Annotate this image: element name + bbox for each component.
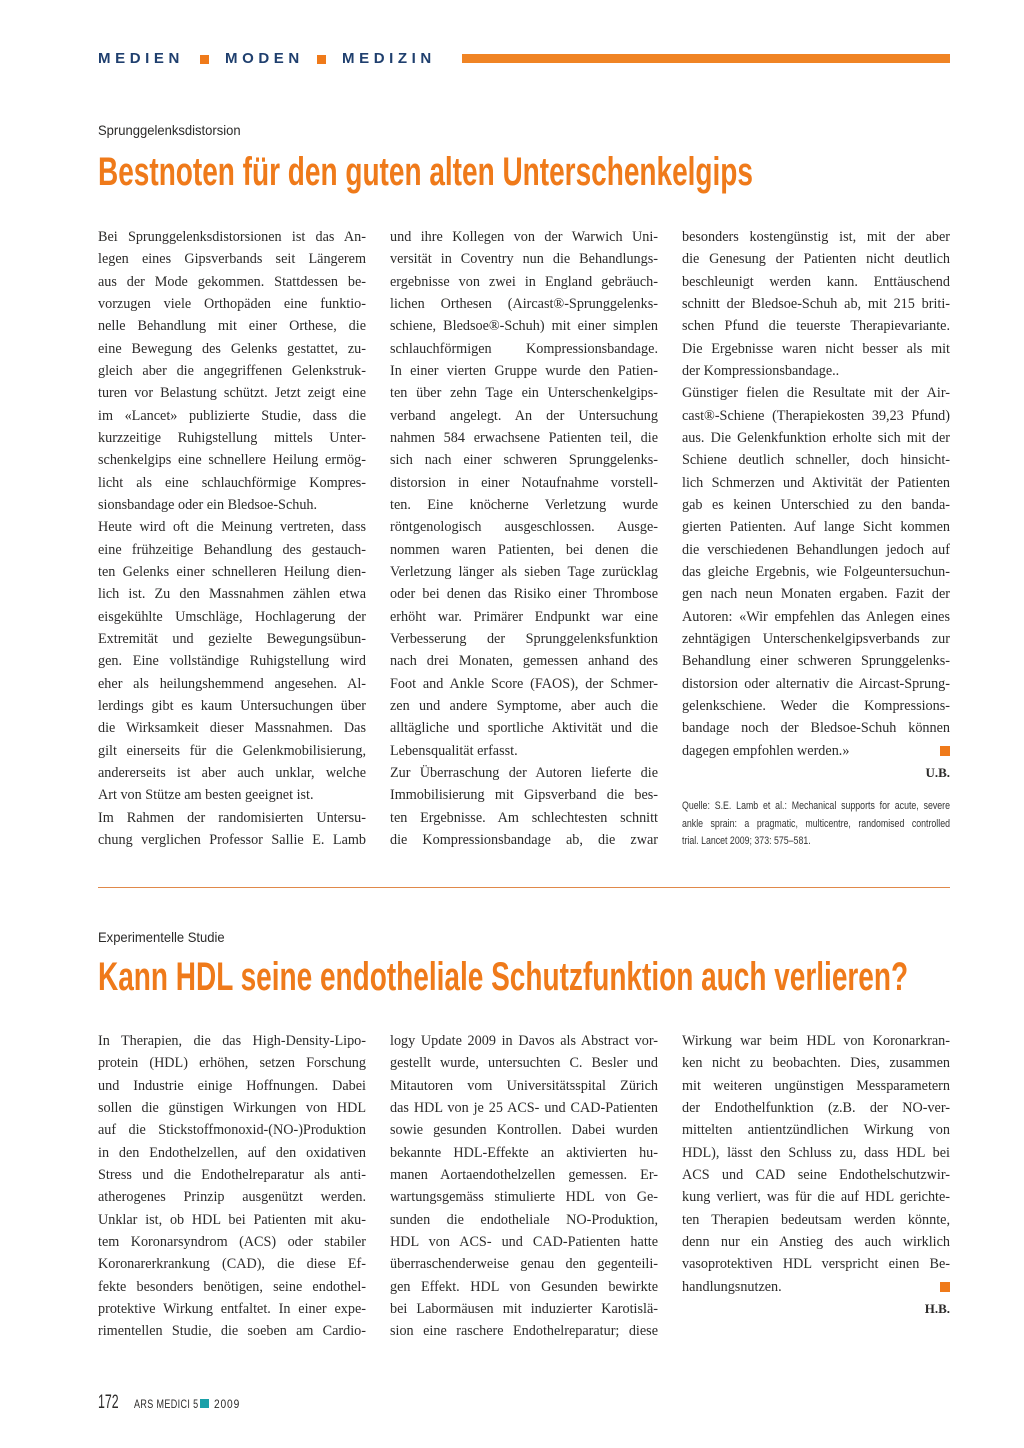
text-line <box>390 695 658 717</box>
line-text: protein (HDL) erhöhen, setzen Forschung <box>98 1055 366 1072</box>
square-bullet-icon <box>200 1399 209 1408</box>
line-text: logy Update 2009 in Davos als Abstract vor- <box>390 1033 658 1049</box>
line-text: gen. Eine vollständige Ruhigstellung wird <box>98 653 366 670</box>
line-text: legen eines Gipsverbands seit Längerem <box>98 251 366 268</box>
text-line <box>682 248 950 270</box>
article-divider <box>98 887 950 888</box>
line-text: Unklar ist, ob HDL bei Patienten mit aku- <box>98 1211 366 1228</box>
text-line <box>682 449 950 471</box>
text-line <box>390 1298 658 1320</box>
text-line <box>98 1209 366 1231</box>
line-text: zehntägigen Unterschenkelgipsverbands zur <box>682 630 950 647</box>
line-text: Schiene deutlich schneller, doch hinsicht- <box>682 452 950 469</box>
line-text: manen Aortaendothelzellen gemessen. Er- <box>390 1166 658 1183</box>
line-text: cast®-Schiene (Therapiekosten 39,23 Pfund) <box>682 407 950 424</box>
line-text: Günstiger fielen die Resultate mit der Air- <box>682 385 950 402</box>
line-text: mittelten antientzündlichen Wirkung von <box>682 1122 950 1139</box>
text-line <box>98 382 366 404</box>
text-line <box>390 1231 658 1253</box>
text-line <box>390 516 658 538</box>
line-text: röntgenologisch ausgeschlossen. Ausge- <box>390 519 658 536</box>
text-column <box>390 226 658 851</box>
text-line <box>98 1030 366 1052</box>
text-line <box>98 338 366 360</box>
line-text: ten Gelenks einer schnelleren Heilung dien- <box>98 563 366 580</box>
text-line <box>390 784 658 806</box>
line-text: schnitt der Bledsoe-Schuh ab, mit 215 briti- <box>682 295 950 312</box>
text-line <box>390 1075 658 1097</box>
text-line <box>390 271 658 293</box>
text-line <box>98 449 366 471</box>
text-line <box>390 449 658 471</box>
line-text: sich nach einer schweren Sprunggelenks- <box>390 452 658 469</box>
text-line <box>98 1186 366 1208</box>
text-line <box>390 807 658 829</box>
line-text: licht als eine schlauchförmige Kompres- <box>98 474 366 491</box>
end-mark-icon <box>940 746 950 756</box>
text-line <box>682 1052 950 1074</box>
text-line <box>390 1119 658 1141</box>
line-text: gestellt wurde, untersuchten C. Besler und <box>390 1055 658 1072</box>
end-mark-icon <box>940 1282 950 1292</box>
text-line <box>682 427 950 449</box>
text-line <box>390 717 658 739</box>
text-line <box>98 650 366 672</box>
text-line <box>390 829 658 851</box>
text-line <box>390 561 658 583</box>
line-text: ergebnisse von zwei in England gebräuch- <box>390 273 658 290</box>
text-line <box>98 271 366 293</box>
line-text: ten über zehn Tage ein Unterschenkelgips- <box>390 385 658 402</box>
text-line <box>98 673 366 695</box>
text-line <box>390 1097 658 1119</box>
text-line <box>98 695 366 717</box>
text-line <box>682 1276 950 1298</box>
line-text: gilt einerseits für die Gelenkmobilisierung, <box>98 742 366 759</box>
line-text: schen Pfund die teuerste Therapievariante. <box>682 318 950 335</box>
line-text: In Therapien, die das High-Density-Lipo- <box>98 1033 366 1049</box>
text-line <box>98 248 366 270</box>
text-line <box>98 628 366 650</box>
text-line <box>98 1320 366 1342</box>
line-text: andererseits ist aber auch unklar, welche <box>98 764 366 781</box>
square-bullet-icon <box>317 55 326 64</box>
line-text: eine frühzeitige Behandlung des gestauch- <box>98 541 366 558</box>
text-column <box>390 1030 658 1343</box>
text-line <box>98 1164 366 1186</box>
line-text: handlungsnutzen. <box>682 1278 782 1295</box>
text-line <box>98 1298 366 1320</box>
citation-line: trial. Lancet 2009; 373: 575–581. <box>682 835 811 848</box>
text-line <box>682 271 950 293</box>
line-text: vasoprotektiven HDL verspricht einen Be- <box>682 1256 950 1273</box>
line-text: aus der Mode gekommen. Stattdessen be- <box>98 273 366 290</box>
text-line <box>98 226 366 248</box>
line-text: atherogenes Prinzip ausgenützt werden. <box>98 1189 366 1206</box>
text-line <box>98 829 366 851</box>
text-line <box>682 338 950 360</box>
line-text: HDL), lässt den Schluss zu, dass HDL bei <box>682 1144 950 1161</box>
line-text: oder bei denen das Risiko einer Thrombose <box>390 586 658 603</box>
text-line <box>682 1253 950 1275</box>
line-text: gierten Patienten. Auf lange Sicht kommen <box>682 519 950 536</box>
text-line <box>390 606 658 628</box>
line-text: HDL von ACS- und CAD-Patienten hatte <box>390 1233 658 1250</box>
line-text: schiene, Bledsoe®-Schuh) mit einer simplen <box>390 318 658 335</box>
line-text: zen und andere Symptome, aber auch die <box>390 697 658 714</box>
text-line <box>682 293 950 315</box>
line-text: nahmen 584 erwachsene Patienten teil, die <box>390 429 658 446</box>
journal-name: ARS MEDICI 5 <box>134 1397 199 1411</box>
text-line <box>390 650 658 672</box>
line-text: und ihre Kollegen von der Warwich Uni- <box>390 229 658 245</box>
line-text: kurzzeitige Ruhigstellung mittels Unter- <box>98 429 366 446</box>
text-line <box>682 226 950 248</box>
text-line <box>390 740 658 762</box>
text-line <box>98 1119 366 1141</box>
line-text: die verschiedenen Behandlungen jedoch auf <box>682 541 950 558</box>
text-line <box>682 360 950 382</box>
text-line <box>682 650 950 672</box>
line-text: gen Effekt. HDL von Gesunden bewirkte <box>390 1278 658 1295</box>
line-text: verband angelegt. An der Untersuchung <box>390 407 658 424</box>
line-text: kung verliert, was für die auf HDL gerichte- <box>682 1189 950 1206</box>
text-line <box>390 1030 658 1052</box>
line-text: und Industrie einige Hoffnungen. Dabei <box>98 1077 366 1094</box>
line-text: Mitautoren vom Universitätsspital Zürich <box>390 1077 658 1094</box>
square-bullet-icon <box>200 55 209 64</box>
text-line <box>98 516 366 538</box>
line-text: lich ist. Zu den Massnahmen zählen etwa <box>98 586 366 603</box>
line-text: Behandlung einer schweren Sprunggelenks- <box>682 653 950 670</box>
line-text: Koronarerkrankung (CAD), die diese Ef- <box>98 1256 366 1273</box>
article-title: Kann HDL seine endotheliale Schutzfunktion auch verlieren? <box>98 955 909 999</box>
header-accent-bar <box>462 54 950 63</box>
header-section-medizin: MEDIZIN <box>342 50 436 67</box>
text-line <box>390 1186 658 1208</box>
line-text: lichen Orthesen (Aircast®-Sprunggelenks- <box>390 295 658 312</box>
line-text: erhöht war. Primärer Endpunkt war eine <box>390 608 658 625</box>
text-line <box>682 315 950 337</box>
text-line <box>682 382 950 404</box>
article-title: Bestnoten für den guten alten Unterschenkelgips <box>98 150 753 194</box>
line-text: im «Lancet» publizierte Studie, dass die <box>98 407 366 424</box>
line-text: in den Endothelzellen, auf den oxidativen <box>98 1144 366 1161</box>
text-line <box>682 472 950 494</box>
line-text: sowie gesunden Kontrollen. Dabei wurden <box>390 1122 658 1139</box>
line-text: die Wirksamkeit dieser Massnahmen. Das <box>98 720 366 737</box>
text-line <box>682 1142 950 1164</box>
text-line <box>98 717 366 739</box>
text-line <box>682 673 950 695</box>
text-line <box>682 1164 950 1186</box>
text-line <box>682 1075 950 1097</box>
article-kicker: Experimentelle Studie <box>98 929 225 945</box>
line-text: bekannte HDL-Effekte an aktivierten hu- <box>390 1144 658 1161</box>
line-text: distorsion in einer Notaufnahme vorstell- <box>390 474 658 491</box>
line-text: gen nach neun Monaten ergaben. Fazit der <box>682 586 950 603</box>
text-line <box>390 315 658 337</box>
text-line <box>98 539 366 561</box>
line-text: rimentellen Studie, die soeben am Cardio- <box>98 1323 366 1340</box>
line-text: überraschenderweise genau den gegenteili- <box>390 1256 658 1273</box>
text-line <box>98 494 366 516</box>
line-text: sunden die endotheliale NO-Produktion, <box>390 1211 658 1228</box>
text-line <box>390 673 658 695</box>
text-line <box>98 1253 366 1275</box>
line-text: auf die Stickstoffmonoxid-(NO-)Produktion <box>98 1122 366 1139</box>
text-line <box>98 606 366 628</box>
text-column <box>682 1030 950 1320</box>
line-text: besonders kostengünstig ist, mit der aber <box>682 229 950 245</box>
text-line <box>98 740 366 762</box>
text-line <box>98 315 366 337</box>
text-line <box>682 1030 950 1052</box>
text-line <box>390 248 658 270</box>
line-text: bei Labormäusen mit induzierter Karotislä- <box>390 1300 658 1317</box>
line-text: Verbesserung der Sprunggelenksfunktion <box>390 630 658 647</box>
line-text: mit weiteren ungünstigen Messparametern <box>682 1077 950 1094</box>
text-line <box>390 226 658 248</box>
header-section-medien: MEDIEN <box>98 50 184 67</box>
text-line <box>98 293 366 315</box>
line-text: ten Therapien bedeutsam werden könnte, <box>682 1211 950 1228</box>
text-line <box>390 1276 658 1298</box>
line-text: Heute wird oft die Meinung vertreten, dass <box>98 519 366 536</box>
line-text: versität in Coventry nun die Behandlungs- <box>390 251 658 268</box>
line-text: vorzugen viele Orthopäden eine funktio- <box>98 295 366 312</box>
line-text: gelenkschiene. Weder die Kompressions- <box>682 697 950 714</box>
line-text: Autoren: «Wir empfehlen das Anlegen eines <box>682 608 950 625</box>
text-line <box>682 717 950 739</box>
text-line <box>390 338 658 360</box>
line-text: denn nur ein Anstieg des auch wirklich <box>682 1233 950 1250</box>
text-line <box>98 1142 366 1164</box>
line-text: schlauchförmigen Kompressionsbandage. <box>390 340 658 357</box>
line-text: ken nicht zu beobachten. Dies, zusammen <box>682 1055 950 1072</box>
line-text: beschleunigt werden kann. Enttäuschend <box>682 273 950 290</box>
source-citation <box>682 798 950 851</box>
text-line <box>98 561 366 583</box>
line-text: sion eine raschere Endothelreparatur; diese <box>390 1323 658 1340</box>
text-line <box>390 1320 658 1342</box>
text-line <box>98 472 366 494</box>
text-line <box>682 1119 950 1141</box>
line-text: schenkelgips eine schnellere Heilung ermög- <box>98 452 366 469</box>
text-line <box>682 1186 950 1208</box>
issue-year: 2009 <box>214 1397 241 1411</box>
text-line <box>390 539 658 561</box>
text-line <box>682 1231 950 1253</box>
text-line <box>682 561 950 583</box>
text-line <box>390 360 658 382</box>
text-line <box>682 1209 950 1231</box>
line-text: das HDL von je 25 ACS- und CAD-Patienten <box>390 1099 658 1116</box>
line-text: Zur Überraschung der Autoren lieferte die <box>390 764 658 781</box>
text-line <box>390 1253 658 1275</box>
text-line <box>682 494 950 516</box>
line-text: fekte besonders benötigen, seine endothel- <box>98 1278 366 1295</box>
text-column <box>98 1030 366 1343</box>
text-line <box>682 606 950 628</box>
line-text: Foot and Ankle Score (FAOS), der Schmer- <box>390 675 658 692</box>
text-line <box>682 405 950 427</box>
line-text: turen vor Belastung schützt. Jetzt zeigt eine <box>98 385 366 402</box>
text-line <box>682 628 950 650</box>
text-line <box>390 1164 658 1186</box>
citation-line: Quelle: S.E. Lamb et al.: Mechanical supports for acute, severe <box>682 800 950 813</box>
text-line <box>390 628 658 650</box>
text-line <box>390 1142 658 1164</box>
text-line <box>390 472 658 494</box>
line-text: gleich aber die angegriffenen Gelenkstruk- <box>98 362 366 379</box>
text-line <box>682 740 950 762</box>
text-line <box>682 1097 950 1119</box>
text-line <box>682 539 950 561</box>
line-text: ten. Eine knöcherne Verletzung wurde <box>390 496 658 513</box>
line-text: nelle Behandlung mit einer Orthese, die <box>98 318 366 335</box>
line-text: nommen waren Patienten, bei denen die <box>390 541 658 558</box>
page-number: 172 <box>98 1392 119 1413</box>
line-text: der Kompressionsbandage.. <box>682 362 840 379</box>
text-line <box>390 583 658 605</box>
line-text: Verletzung länger als sieben Tage zurücklag <box>390 563 658 580</box>
line-text: nach drei Monaten, gemessen anhand des <box>390 653 658 670</box>
line-text: Stress und die Endothelreparatur als anti- <box>98 1166 366 1183</box>
line-text: dagegen empfohlen werden.» <box>682 742 850 759</box>
line-text: eisgekühlte Umschläge, Hochlagerung der <box>98 608 366 625</box>
line-text: aus. Die Gelenkfunktion erholte sich mit der <box>682 429 950 446</box>
text-line <box>390 762 658 784</box>
line-text: Art von Stütze am besten geeignet ist. <box>98 787 314 804</box>
text-line <box>98 762 366 784</box>
line-text: distorsion oder alternativ die Aircast-Sprung- <box>682 675 950 692</box>
text-line <box>98 583 366 605</box>
line-text: Immobilisierung mit Gipsverband die bes- <box>390 787 658 804</box>
text-line <box>98 807 366 829</box>
line-text: Die Ergebnisse waren nicht besser als mit <box>682 340 950 357</box>
line-text: chung verglichen Professor Sallie E. Lamb <box>98 831 366 848</box>
line-text: Lebensqualität erfasst. <box>390 742 518 759</box>
text-line <box>98 784 366 806</box>
line-text: gab es keinen Unterschied zu den banda- <box>682 496 950 513</box>
line-text: alltägliche und sportliche Aktivität und die <box>390 720 658 737</box>
text-line <box>390 382 658 404</box>
text-line <box>98 1097 366 1119</box>
text-line <box>682 695 950 717</box>
text-line <box>390 427 658 449</box>
line-text: ACS und CAD seine Endothelschutzwir- <box>682 1166 950 1183</box>
citation-line: ankle sprain: a pragmatic, multicentre, randomised controlled <box>682 817 950 830</box>
line-text: das gleiche Ergebnis, wie Folgeuntersuchun- <box>682 563 950 580</box>
line-text: die Genesung der Patienten nicht deutlich <box>682 251 950 268</box>
line-text: lerdings gibt es kaum Untersuchungen über <box>98 697 366 714</box>
text-line <box>98 1075 366 1097</box>
text-line <box>390 1052 658 1074</box>
line-text: In einer vierten Gruppe wurde den Patien- <box>390 362 658 379</box>
line-text: tem Koronarsyndrom (ACS) oder stabiler <box>98 1233 366 1250</box>
line-text: ten Ergebnisse. Am schlechtesten schnitt <box>390 809 658 826</box>
line-text: sionsbandage oder ein Bledsoe-Schuh. <box>98 496 318 513</box>
text-line <box>98 1052 366 1074</box>
line-text: eine Bewegung des Gelenks gestattet, zu- <box>98 340 366 357</box>
line-text: bandage noch der Bledsoe-Schuh können <box>682 720 950 737</box>
text-column <box>98 226 366 851</box>
line-text: Wirkung war beim HDL von Koronarkran- <box>682 1033 950 1049</box>
author-initials: U.B. <box>925 764 950 780</box>
text-line <box>390 405 658 427</box>
article-kicker: Sprunggelenksdistorsion <box>98 122 241 138</box>
text-line <box>682 583 950 605</box>
text-line <box>98 405 366 427</box>
line-text: wartungsgemäss stimulierte HDL von Ge- <box>390 1189 658 1206</box>
line-text: protektive Wirkung entfaltet. In einer expe- <box>98 1300 366 1317</box>
line-text: Bei Sprunggelenksdistorsionen ist das An- <box>98 229 366 245</box>
line-text: lich Schmerzen und Aktivität der Patienten <box>682 474 950 491</box>
line-text: Im Rahmen der randomisierten Untersu- <box>98 809 366 826</box>
text-line <box>682 516 950 538</box>
text-line <box>98 1276 366 1298</box>
line-text: eher als heilungshemmend angesehen. Al- <box>98 675 366 692</box>
line-text: sollen die günstigen Wirkungen von HDL <box>98 1099 366 1116</box>
text-line <box>390 1209 658 1231</box>
text-line <box>390 293 658 315</box>
line-text: der Endothelfunktion (z.B. der NO-ver- <box>682 1099 950 1116</box>
text-line <box>98 427 366 449</box>
header-section-moden: MODEN <box>225 50 304 67</box>
text-line <box>98 1231 366 1253</box>
text-column <box>682 226 950 851</box>
text-line <box>390 494 658 516</box>
line-text: die Kompressionsbandage ab, die zwar <box>390 831 658 848</box>
line-text: Extremität und gezielte Bewegungsübun- <box>98 630 366 647</box>
author-initials: H.B. <box>924 1300 950 1316</box>
text-line <box>98 360 366 382</box>
